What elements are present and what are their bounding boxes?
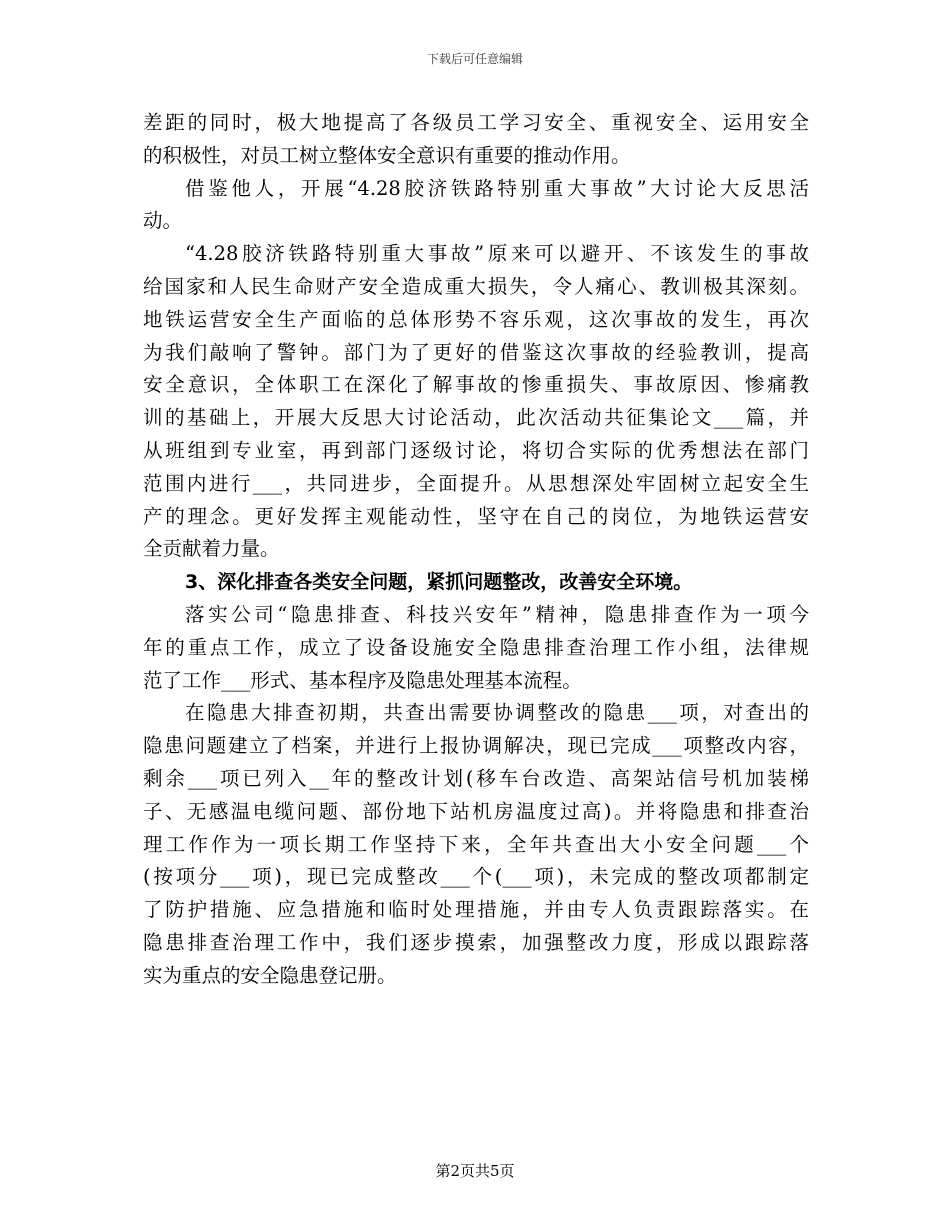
page-footer: 第2页共5页 — [435, 1162, 515, 1180]
text-line: “4.28胶济铁路特别重大事故”原来可以避开、不该发生的事故 — [185, 242, 809, 266]
text-line: 安全意识，全体职工在深化了解事故的惨重损失、事故原因、惨痛教 — [143, 373, 809, 397]
text-line: 剩余___项已列入__年的整改计划(移车台改造、高架站信号机加装梯 — [143, 766, 809, 790]
text-line: 隐患问题建立了档案，并进行上报协调解决，现已完成___项整改内容， — [143, 734, 809, 758]
text-line: 借鉴他人，开展“4.28胶济铁路特别重大事故”大讨论大反思活 — [185, 176, 809, 200]
section-heading: 3、深化排查各类安全问题，紧抓问题整改，改善安全环境。 — [185, 571, 693, 594]
text-line: 给国家和人民生命财产安全造成重大损失，令人痛心、教训极其深刻。 — [143, 274, 809, 298]
text-line: 年的重点工作，成立了设备设施安全隐患排查治理工作小组，法律规 — [143, 635, 809, 659]
text-line: 范了工作___形式、基本程序及隐患处理基本流程。 — [143, 668, 582, 692]
text-line: 落实公司“隐患排查、科技兴安年”精神，隐患排查作为一项今 — [185, 602, 809, 626]
text-line: 范围内进行___，共同进步，全面提升。从思想深处牢固树立起安全生 — [143, 471, 809, 495]
text-line: 理工作作为一项长期工作坚持下来，全年共查出大小安全问题___个 — [143, 832, 809, 856]
text-line: 产的理念。更好发挥主观能动性，坚守在自己的岗位，为地铁运营安 — [143, 504, 809, 528]
document-body — [143, 107, 809, 993]
text-line: 在隐患大排查初期，共查出需要协调整改的隐患___项，对查出的 — [185, 701, 809, 725]
text-line: 为我们敲响了警钟。部门为了更好的借鉴这次事故的经验教训，提高 — [143, 340, 809, 364]
page-header: 下载后可任意编辑 — [426, 52, 523, 66]
text-line: (按项分___项)，现已完成整改___个(___项)，未完成的整改项都制定 — [143, 865, 809, 889]
text-line: 的积极性，对员工树立整体安全意识有重要的推动作用。 — [143, 143, 631, 167]
text-line: 地铁运营安全生产面临的总体形势不容乐观，这次事故的发生，再次 — [143, 307, 809, 331]
text-line: 差距的同时，极大地提高了各级员工学习安全、重视安全、运用安全 — [143, 111, 809, 134]
text-line: 实为重点的安全隐患登记册。 — [143, 963, 397, 987]
text-line: 了防护措施、应急措施和临时处理措施，并由专人负责跟踪落实。在 — [143, 898, 809, 922]
text-line: 训的基础上，开展大反思大讨论活动，此次活动共征集论文___篇，并 — [143, 406, 809, 430]
text-line: 从班组到专业室，再到部门逐级讨论，将切合实际的优秀想法在部门 — [143, 438, 809, 462]
text-line: 子、无感温电缆问题、部份地下站机房温度过高)。并将隐患和排查治 — [143, 799, 809, 823]
text-line: 动。 — [143, 209, 183, 233]
text-line: 全贡献着力量。 — [143, 537, 280, 561]
text-line: 隐患排查治理工作中，我们逐步摸索，加强整改力度，形成以跟踪落 — [143, 930, 809, 954]
